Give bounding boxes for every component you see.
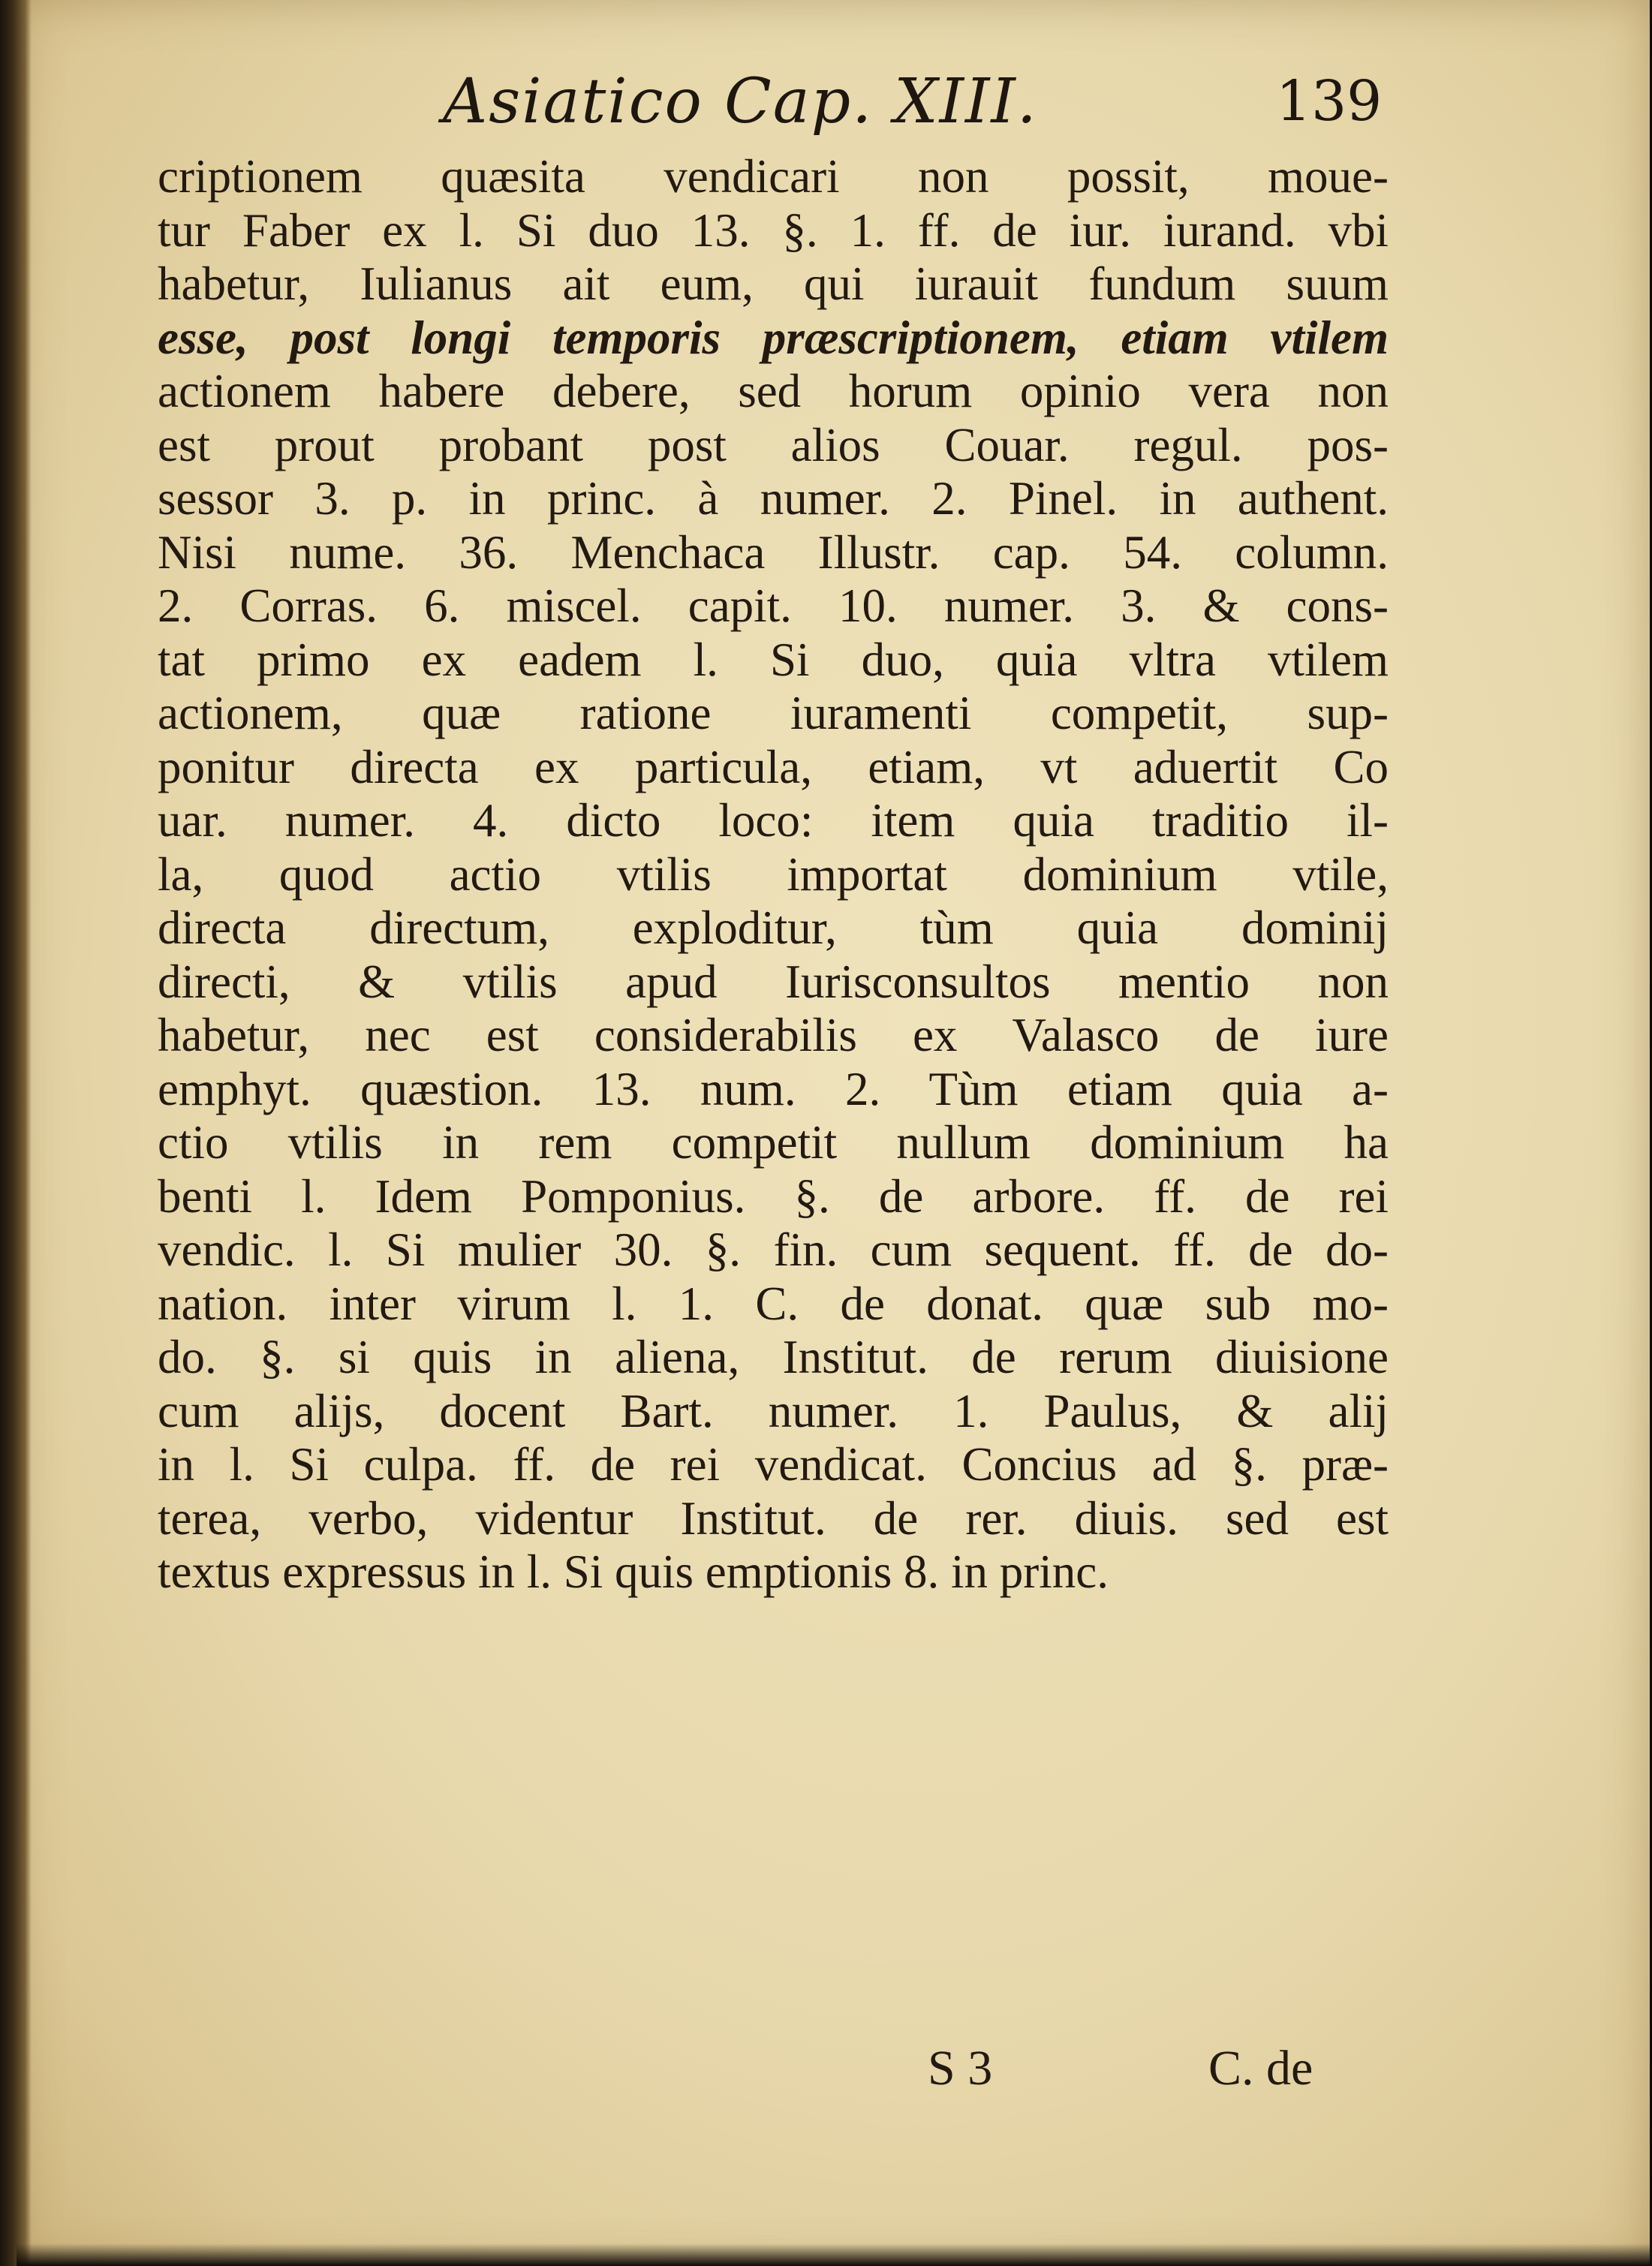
signature-mark: S 3 [928, 2041, 993, 2096]
text-line: actionem, quæ ratione iuramenti competit, sup- [158, 687, 1389, 739]
running-head: Asiatico Cap. XIII. [443, 66, 1038, 137]
text-line: directi, & vtilis apud Iurisconsultos mentio non [158, 955, 1389, 1008]
text-line: textus expressus in l. Si quis emptionis 8. in princ. [158, 1545, 1109, 1598]
text-line: ctio vtilis in rem competit nullum dominium ha [158, 1116, 1389, 1169]
text-line: habetur, nec est considerabilis ex Valasco de iure [158, 1009, 1389, 1061]
catchword: C. de [1208, 2041, 1313, 2096]
page-shadow [17, 2243, 1652, 2266]
text-line: uar. numer. 4. dicto loco: item quia traditio il- [158, 794, 1389, 847]
text-line: do. §. si quis in aliena, Institut. de rerum diuisione [158, 1331, 1389, 1383]
text-line: criptionem quæsita vendicari non possit, moue- [158, 150, 1389, 203]
text-line: Nisi nume. 36. Menchaca Illustr. cap. 54. column. [158, 525, 1389, 579]
binding-edge [0, 0, 32, 2266]
text-line: in l. Si culpa. ff. de rei vendicat. Concius ad §. præ- [158, 1438, 1389, 1491]
text-line: ponitur directa ex particula, etiam, vt aduertit Co [158, 740, 1389, 793]
text-line: terea, verbo, videntur Institut. de rer. diuis. sed est [158, 1491, 1389, 1545]
text-line: tur Faber ex l. Si duo 13. §. 1. ff. de iur. iurand. vbi [158, 203, 1389, 257]
text-line: tat primo ex eadem l. Si duo, quia vltra vtilem [158, 633, 1389, 686]
text-line: cum alijs, docent Bart. numer. 1. Paulus, & alij [158, 1384, 1389, 1437]
page-number: 139 [1276, 69, 1383, 134]
text-line: 2. Corras. 6. miscel. capit. 10. numer. 3. & cons- [158, 579, 1389, 632]
text-line: vendic. l. Si mulier 30. §. fin. cum sequent. ff. de do- [158, 1223, 1389, 1276]
text-line: benti l. Idem Pomponius. §. de arbore. ff. de rei [158, 1169, 1389, 1223]
text-line-italic-quote: esse, post longi temporis præscriptionem, etiam vtilem [158, 311, 1389, 364]
page-header [0, 66, 1652, 141]
page-footer [0, 2040, 1652, 2108]
text-line: actionem habere debere, sed horum opinio vera non [158, 365, 1389, 417]
text-line: est prout probant post alios Couar. regul. pos- [158, 418, 1389, 471]
text-line: la, quod actio vtilis importat dominium vtile, [158, 847, 1389, 901]
body-text [158, 150, 1389, 1599]
text-line: sessor 3. p. in princ. à numer. 2. Pinel. in authent. [158, 472, 1389, 525]
text-line: nation. inter virum l. 1. C. de donat. quæ sub mo- [158, 1277, 1389, 1330]
text-line: directa directum, exploditur, tùm quia dominij [158, 901, 1389, 954]
text-line: habetur, Iulianus ait eum, qui iurauit fundum suum [158, 257, 1389, 310]
text-line: emphyt. quæstion. 13. num. 2. Tùm etiam quia a- [158, 1062, 1389, 1115]
